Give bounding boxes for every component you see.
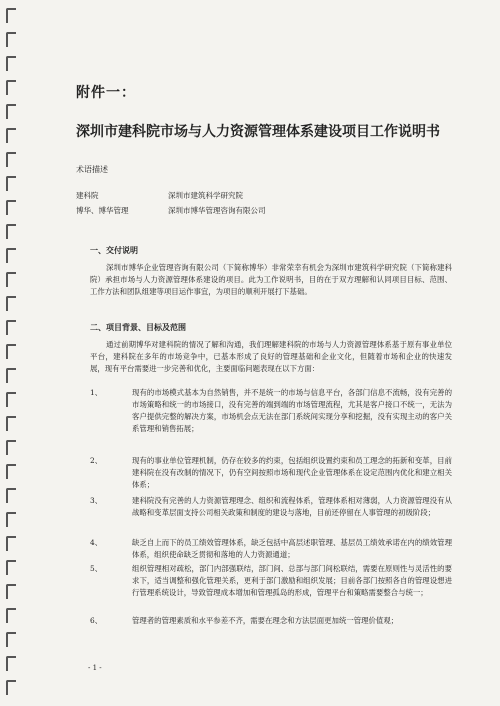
- list-item-text: 管理者的管理素质和水平参差不齐，需要在理念和方法层面更加统一管理价值观；: [132, 616, 399, 625]
- list-item: [90, 387, 452, 435]
- list-item-number: 1、: [90, 388, 103, 397]
- document-title: 深圳市建科院市场与人力资源管理体系建设项目工作说明书: [76, 124, 440, 140]
- binder-ring: [6, 104, 16, 119]
- binder-ring: [6, 128, 16, 143]
- binder-ring: [6, 32, 16, 47]
- binder-ring: [6, 296, 16, 311]
- binder-ring: [6, 632, 16, 647]
- term-row: [76, 205, 406, 216]
- list-item: [90, 563, 452, 599]
- list-item-text: 现有的事业单位管理机制，仍存在较多的约束，包括组织设置约束和员工理念的拓新和变革，目前建科院在没有改制的情况下，仍有空间按照市场和现代企业管理体系在设定范围内优化和建立相关体系；: [132, 456, 452, 489]
- binder-ring: [6, 248, 16, 263]
- binder-ring: [6, 320, 16, 335]
- attachment-label: 附件一：: [76, 85, 136, 101]
- term-name: 博华、博华管理: [76, 206, 129, 215]
- list-item-number: 5、: [90, 564, 103, 573]
- list-item-number: 2、: [90, 456, 103, 465]
- list-item: [90, 537, 452, 561]
- list-item-text: 组织管理相对疏松，部门内部强联结，部门间、总部与部门间松联结，需要在原则性与灵活性的要求下，适当调整和强化管理关系，更利于部门激励和组织发展；目前各部门按照各自的管理设想进行管理系统设计，导致管理成本增加和管理孤岛的形成，管理平台和策略需要整合与统一；: [132, 564, 452, 597]
- section-paragraph-delivery: 深圳市博华企业管理咨询有限公司（下简称博华）非常荣幸有机会为深圳市建筑科学研究院（下简称建科院）承担市场与人力资源管理体系建设的项目。此为工作说明书，目的在于双方理解和认同项目目标、范围、工作方法和团队组建等项目运作事宜，为项目的顺利开展打下基础。: [90, 263, 452, 296]
- binder-ring: [6, 560, 16, 575]
- list-item-text: 缺乏自上而下的员工绩效管理体系，缺乏包括中高层述职管理、基层员工绩效承诺在内的绩效管理体系，组织使命缺乏贯彻和落地的人力资源通道；: [132, 538, 452, 559]
- list-item: [90, 615, 452, 627]
- binder-ring: [6, 392, 16, 407]
- binder-ring: [6, 152, 16, 167]
- term-row: [76, 190, 406, 201]
- binder-ring: [6, 536, 16, 551]
- document-page: [76, 0, 452, 706]
- binder-ring: [6, 464, 16, 479]
- term-definition: 深圳市博华管理咨询有限公司: [168, 206, 266, 215]
- list-item-text: 现有的市场模式基本为自然销售，并不是统一的市场与信息平台，各部门信息不流畅，没有完善的市场策略和统一的市场接口，没有完善的端到端的市场管理流程，尤其是客户接口不统一，无法为客户提供完整的解决方案，市场机会点无法在部门系统间实现分享和挖掘，没有实现主动的客户关系管理和销售拓展；: [132, 388, 452, 433]
- section-paragraph-background: 通过前期博华对建科院的情况了解和沟通，我们理解建科院的市场与人力资源管理体系基于原有事业单位平台，建科院在多年的市场竞争中，已基本形成了良好的管理基础和企业文化，但随着市场和企业的快速发展，现有平台需要进一步完善和优化，主要面临问题表现在以下方面：: [90, 340, 452, 373]
- binder-ring: [6, 80, 16, 95]
- binder-ring: [6, 440, 16, 455]
- binder-ring: [6, 488, 16, 503]
- binder-ring: [6, 56, 16, 71]
- binder-ring: [6, 224, 16, 239]
- binder-ring: [6, 584, 16, 599]
- binder-ring: [6, 368, 16, 383]
- list-item-number: 3、: [90, 496, 103, 505]
- binder-ring: [6, 416, 16, 431]
- binder-ring: [6, 680, 16, 695]
- binder-ring: [6, 344, 16, 359]
- binder-ring: [6, 512, 16, 527]
- binder-ring: [6, 272, 16, 287]
- section-heading-background: 二、项目背景、目标及范围: [90, 322, 186, 332]
- binder-ring: [6, 176, 16, 191]
- term-name: 建科院: [76, 191, 99, 200]
- list-item-number: 4、: [90, 538, 103, 547]
- list-item-number: 6、: [90, 616, 103, 625]
- binder-ring: [6, 8, 16, 23]
- page-number: - 1 -: [88, 664, 102, 672]
- list-item: [90, 495, 452, 519]
- term-definition: 深圳市建筑科学研究院: [168, 191, 243, 200]
- list-item: [90, 455, 452, 491]
- terms-heading: 术语描述: [76, 165, 108, 174]
- binder-margin: [6, 0, 18, 706]
- list-item-text: 建科院没有完善的人力资源管理理念、组织和流程体系，管理体系相对薄弱，人力资源管理没有从战略和变革层面支持公司相关政策和制度的建设与落地，目前还停留在人事管理的初级阶段；: [132, 496, 452, 517]
- binder-ring: [6, 608, 16, 623]
- binder-ring: [6, 656, 16, 671]
- binder-ring: [6, 200, 16, 215]
- section-heading-delivery: 一、交付说明: [90, 245, 138, 255]
